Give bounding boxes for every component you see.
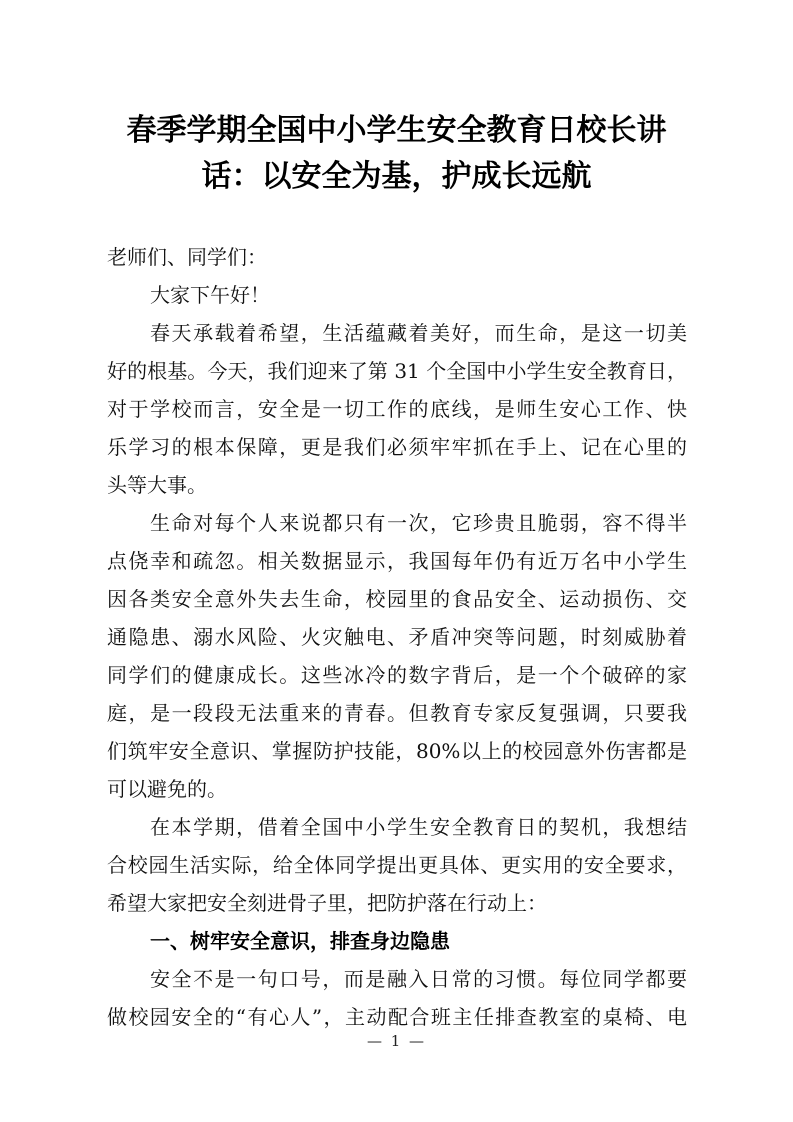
paragraph-line: 好的根基。今天，我们迎来了第 31 个全国中小学生安全教育日， [107,359,687,383]
paragraph-line: 点侥幸和疏忽。相关数据显示，我国每年仍有近万名中小学生 [107,549,687,573]
paragraph-line: 做校园安全的“有心人”，主动配合班主任排查教室的桌椅、电 [107,1005,687,1029]
paragraph-line: 春天承载着希望，生活蕴藏着美好，而生命，是这一切美 [150,321,687,345]
paragraph-line: 安全不是一句口号，而是融入日常的习惯。每位同学都要 [150,967,687,991]
paragraph-line: 同学们的健康成长。这些冰冷的数字背后，是一个个破碎的家 [107,663,687,687]
paragraph-section-1 [107,960,687,1036]
paragraph-line: 通隐患、溺水风险、火灾触电、矛盾冲突等问题，时刻威胁着 [107,625,687,649]
title-line-2: 话：以安全为基，护成长远航 [201,159,592,194]
paragraph-line: 对于学校而言，安全是一切工作的底线，是师生安心工作、快 [107,397,687,421]
paragraph-intro [107,314,687,504]
paragraph-line: 乐学习的根本保障，更是我们必须牢牢抓在手上、记在心里的 [107,435,687,459]
title-line-1: 春季学期全国中小学生安全教育日校长讲 [126,113,667,148]
paragraph-line: 可以避免的。 [107,777,227,801]
section-heading-1: 一、树牢安全意识，排查身边隐患 [150,929,450,953]
paragraph-statistics [107,504,687,808]
paragraph-line: 合校园生活实际，给全体同学提出更具体、更实用的安全要求， [107,853,687,877]
paragraph-line: 庭，是一段段无法重来的青春。但教育专家反复强调，只要我 [107,701,687,725]
paragraph-line: 在本学期，借着全国中小学生安全教育日的契机，我想结 [150,815,687,839]
paragraph-line: 希望大家把安全刻进骨子里，把防护落在行动上： [107,891,547,915]
paragraph-line: 头等大事。 [107,473,207,497]
paragraph-requirements [107,808,687,922]
page-number: — 1 — [366,1032,427,1050]
document-title [95,108,698,200]
salutation: 老师们、同学们： [107,245,267,269]
greeting: 大家下午好！ [150,283,270,307]
paragraph-line: 生命对每个人来说都只有一次，它珍贵且脆弱，容不得半 [150,511,687,535]
paragraph-line: 们筑牢安全意识、掌握防护技能，80%以上的校园意外伤害都是 [107,739,687,763]
document-body [107,238,687,1036]
paragraph-line: 因各类安全意外失去生命，校园里的食品安全、运动损伤、交 [107,587,687,611]
